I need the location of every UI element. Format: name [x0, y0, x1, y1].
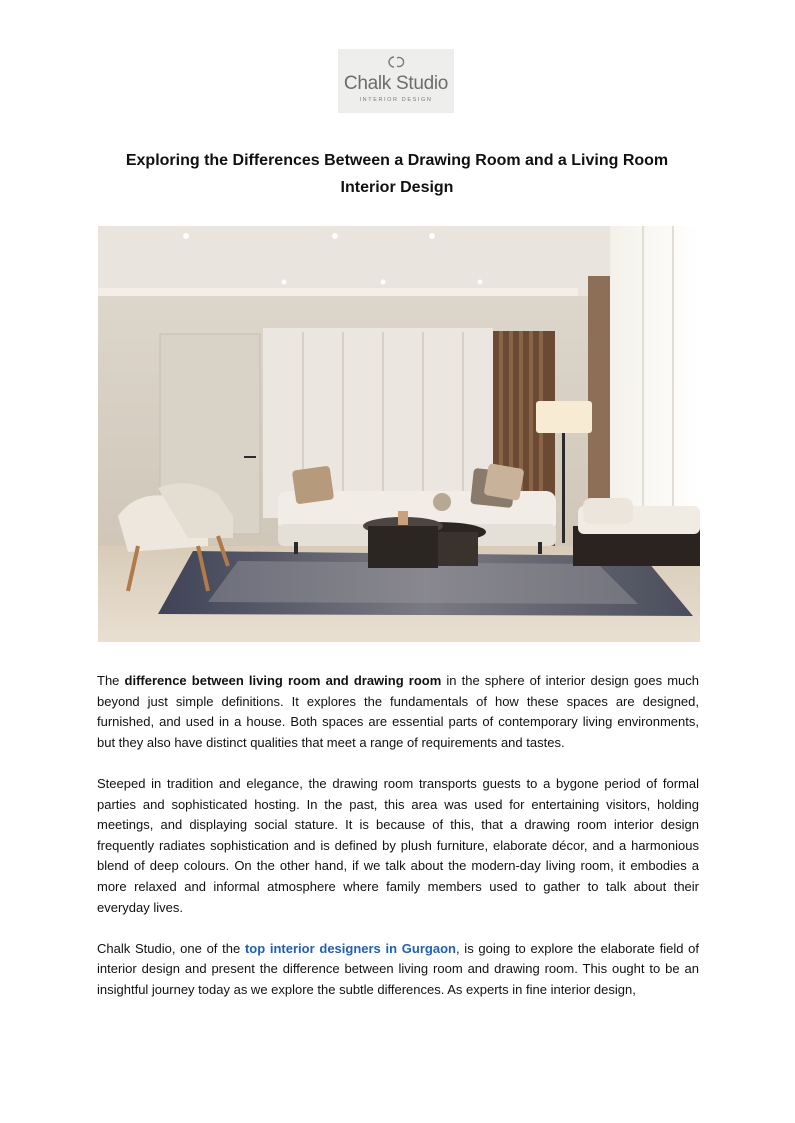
paragraph-3-intro: Chalk Studio, one of the [97, 940, 245, 956]
paragraph-3-rest: , is going to explore the elaborate field of interior design and present the difference between living room and drawing room. This ought to be an insightful journey today as we explore the subtle differences. As experts in fine interior design, [97, 940, 700, 997]
logo-tagline: INTERIOR DESIGN [359, 97, 433, 103]
paragraph-1 [97, 671, 699, 753]
paragraph-1-rest: in the sphere of interior design goes much beyond just simple definitions. It explores the fundamentals of how these spaces are designed, furnished, and used in a house. Both spaces are essential parts of contemporary living environments, but they also have distinct qualities that meet a range of requirements and tastes. [97, 673, 699, 750]
paragraph-3 [97, 939, 699, 1001]
logo-name: Chalk Studio [343, 73, 449, 94]
logo-mark-icon [385, 54, 407, 70]
paragraph-2: Steeped in tradition and elegance, the drawing room transports guests to a bygone period of formal parties and sophisticated hosting. In the past, this area was used for entertaining visitors, holding meetings, and displaying social stature. It is because of this, that a drawing room interior design frequently radiates sophistication and is defined by plush furniture, elaborate décor, and a harmonious blend of deep colours. On the other hand, if we talk about the modern-day living room, it embodies a more relaxed and informal atmosphere where family members used to gather to talk about their everyday lives. [97, 775, 699, 915]
paragraph-1-intro: The [97, 673, 125, 688]
chalk-studio-logo [338, 49, 454, 113]
top-interior-designers-link[interactable]: top interior designers in Gurgaon [244, 940, 456, 956]
article-body [97, 671, 699, 1021]
page-title: Exploring the Differences Between a Drawing Room and a Living Room Interior Design [125, 152, 669, 196]
paragraph-1-keyword: difference between living room and drawing room [124, 673, 442, 688]
hero-image [98, 226, 700, 642]
